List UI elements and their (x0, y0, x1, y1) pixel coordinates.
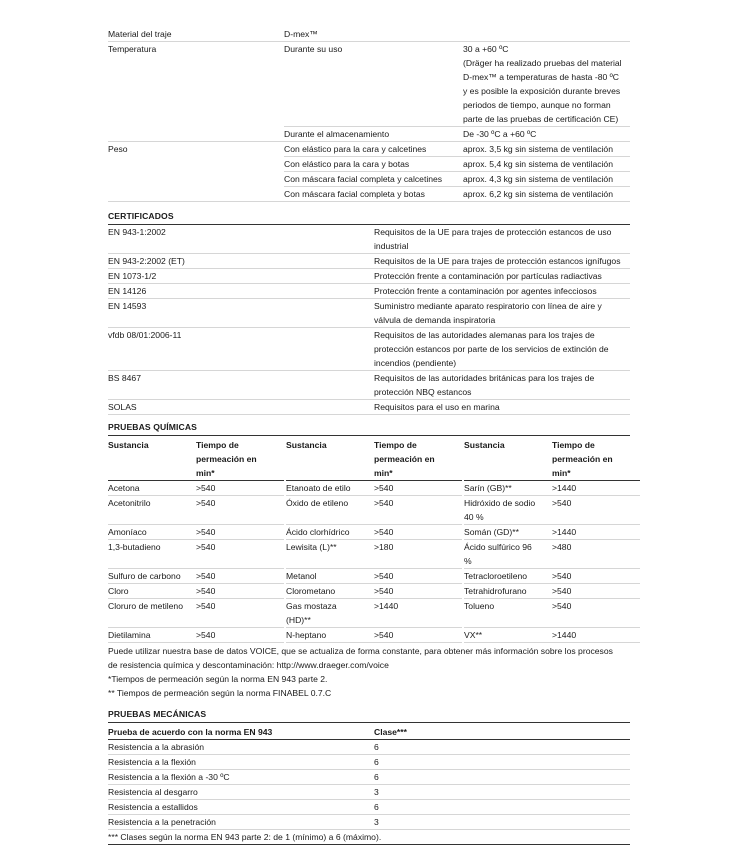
chemical-substance (108, 496, 196, 524)
chemical-substance-line: Tolueno (464, 601, 495, 611)
col-class-header: Clase*** (374, 727, 407, 737)
chemical-substance-line: Amoníaco (108, 527, 147, 537)
weight-row (284, 157, 630, 172)
certificate-row (108, 371, 630, 400)
chemical-permeation-time (552, 599, 640, 627)
col-substance-header: Sustancia (286, 440, 327, 450)
chemical-time-value: >480 (552, 542, 572, 552)
chemical-substance (108, 540, 196, 568)
chemical-substance (108, 628, 196, 642)
chemical-time-value: >540 (196, 601, 216, 611)
chemical-permeation-time (196, 496, 284, 524)
chemical-permeation-time (196, 481, 284, 495)
weight-row (284, 142, 630, 157)
chemical-note: ** Tiempos de permeación según la norma FINABEL 0.7.C (108, 688, 332, 698)
temperature-storage-label: Durante el almacenamiento (284, 129, 390, 139)
temperature-use-line: (Dräger ha realizado pruebas del material (463, 58, 622, 68)
weight-row (284, 172, 630, 187)
col-time-header: min* (552, 468, 571, 478)
col-time-header: Tiempo de (552, 440, 595, 450)
certificate-desc: incendios (pendiente) (374, 358, 457, 368)
certificate-row (108, 400, 630, 415)
mechanical-class: 3 (374, 787, 379, 797)
certificate-standard: EN 14593 (108, 301, 147, 311)
chemical-time-value: >540 (374, 571, 394, 581)
mechanical-class: 6 (374, 742, 379, 752)
chemical-permeation-time (552, 496, 640, 524)
mechanical-class: 6 (374, 757, 379, 767)
col-time-header: min* (196, 468, 215, 478)
temperature-use-line: D-mex™ a temperaturas de hasta -80 ºC (463, 72, 619, 82)
certificate-desc: Requisitos de la UE para trajes de protección estancos ignífugos (374, 256, 621, 266)
chemical-substance (286, 569, 374, 583)
mechanical-row (108, 785, 630, 800)
chemical-substance-line: N-heptano (286, 630, 327, 640)
material-value: D-mex™ (284, 29, 318, 39)
chemical-time-value: >1440 (374, 601, 399, 611)
chemical-substance (108, 481, 196, 495)
spec-row-weight (108, 142, 630, 202)
mechanical-row (108, 755, 630, 770)
weight-config: Con elástico para la cara y calcetines (284, 144, 427, 154)
weight-config: Con elástico para la cara y botas (284, 159, 410, 169)
chemical-permeation-time (374, 525, 462, 539)
chemical-substance (108, 599, 196, 627)
chemical-substance-line: % (464, 556, 472, 566)
temperature-label: Temperatura (108, 44, 157, 54)
chemical-heading: PRUEBAS QUÍMICAS (108, 420, 630, 436)
chemical-substance (286, 599, 374, 627)
mechanical-class: 6 (374, 802, 379, 812)
chemical-time-value: >540 (374, 483, 394, 493)
chemical-substance (464, 584, 552, 598)
chemical-substance-line: Sarín (GB)** (464, 483, 512, 493)
chemical-substance-line: 40 % (464, 512, 484, 522)
chemical-permeation-time (374, 628, 462, 642)
certificate-standard: EN 943-2:2002 (ET) (108, 256, 185, 266)
chemical-substance-line: Óxido de etileno (286, 498, 349, 508)
chemical-substance (464, 628, 552, 642)
chemical-substance-line: VX** (464, 630, 483, 640)
chemical-substance (286, 540, 374, 568)
chemical-permeation-time (552, 569, 640, 583)
mechanical-heading: PRUEBAS MECÁNICAS (108, 707, 630, 723)
chemical-substance (464, 481, 552, 495)
col-time-header: permeación en (374, 454, 435, 464)
chemical-time-value: >540 (196, 571, 216, 581)
certificate-desc: Requisitos de la UE para trajes de protección estancos de uso (374, 227, 612, 237)
certificate-row (108, 269, 630, 284)
chemical-time-value: >540 (374, 498, 394, 508)
chemical-substance (464, 599, 552, 627)
certificate-standard: EN 943-1:2002 (108, 227, 166, 237)
certificate-row (108, 299, 630, 328)
certificate-standard: vfdb 08/01:2006-11 (108, 330, 182, 340)
mechanical-row (108, 815, 630, 830)
certificate-standard: EN 14126 (108, 286, 147, 296)
chemical-time-value: >540 (196, 498, 216, 508)
chemical-time-value: >540 (552, 571, 572, 581)
chemical-permeation-time (196, 599, 284, 627)
certificate-desc: Requisitos de las autoridades alemanas para los trajes de (374, 330, 595, 340)
col-time-header: permeación en (196, 454, 257, 464)
chemical-permeation-time (552, 584, 640, 598)
chemical-substance-line: 1,3-butadieno (108, 542, 161, 552)
chemical-time-value: >540 (196, 542, 216, 552)
chemical-substance-line: Sulfuro de carbono (108, 571, 181, 581)
chemical-time-value: >1440 (552, 483, 577, 493)
mechanical-footnote-row (108, 830, 630, 845)
chemical-table (108, 438, 630, 643)
chemical-substance-line: Metanol (286, 571, 317, 581)
chemical-time-value: >1440 (552, 527, 577, 537)
chemical-substance-line: Clorometano (286, 586, 336, 596)
mechanical-class: 6 (374, 772, 379, 782)
chemical-note: *Tiempos de permeación según la norma EN 943 parte 2. (108, 674, 328, 684)
chemical-header-row (108, 438, 630, 481)
weight-label: Peso (108, 144, 128, 154)
weight-config: Con máscara facial completa y calcetines (284, 174, 443, 184)
chemical-substance (286, 628, 374, 642)
weight-value: aprox. 6,2 kg sin sistema de ventilación (463, 189, 613, 199)
chemical-substance-line: Somán (GD)** (464, 527, 519, 537)
certificates-table (108, 225, 630, 415)
mechanical-test: Resistencia a la penetración (108, 817, 216, 827)
mechanical-row (108, 770, 630, 785)
chemical-substance (464, 496, 552, 524)
chemical-substance (108, 584, 196, 598)
chemical-row (108, 584, 630, 599)
chemical-permeation-time (552, 525, 640, 539)
spec-row-material (108, 27, 630, 42)
weight-value: aprox. 3,5 kg sin sistema de ventilación (463, 144, 613, 154)
chemical-substance-line: Ácido clorhídrico (286, 527, 350, 537)
chemical-time-value: >540 (374, 630, 394, 640)
col-substance-header: Sustancia (108, 440, 149, 450)
chemical-row (108, 569, 630, 584)
chemical-substance-line: Etanoato de etilo (286, 483, 351, 493)
chemical-time-value: >540 (374, 586, 394, 596)
chemical-note: Puede utilizar nuestra base de datos VOICE, que se actualiza de forma constante, para obtener más información sobre los procesos (108, 646, 613, 656)
chemical-substance-line: Cloruro de metileno (108, 601, 183, 611)
chemical-substance-line: Ácido sulfúrico 96 (464, 542, 532, 552)
chemical-time-value: >540 (374, 527, 394, 537)
mechanical-footnote: *** Clases según la norma EN 943 parte 2: de 1 (mínimo) a 6 (máximo). (108, 832, 382, 842)
certificate-desc: válvula de demanda inspiratoria (374, 315, 496, 325)
certificate-desc: protección estancos por parte de los servicios de extinción de (374, 344, 609, 354)
chemical-substance (286, 481, 374, 495)
chemical-substance-line: Acetonitrilo (108, 498, 151, 508)
col-time-header: min* (374, 468, 393, 478)
chemical-row (108, 525, 630, 540)
mechanical-class: 3 (374, 817, 379, 827)
chemical-permeation-time (552, 540, 640, 568)
temperature-use-line: 30 a +60 ºC (463, 44, 509, 54)
chemical-time-value: >540 (552, 498, 572, 508)
chemical-substance-line: Gas mostaza (286, 601, 337, 611)
chemical-time-value: >180 (374, 542, 394, 552)
temperature-use-label: Durante su uso (284, 44, 343, 54)
chemical-row (108, 496, 630, 525)
chemical-substance-line: Dietilamina (108, 630, 151, 640)
certificate-desc: Protección frente a contaminación por partículas radiactivas (374, 271, 602, 281)
chemical-substance-line: Cloro (108, 586, 129, 596)
certificate-row (108, 225, 630, 254)
chemical-notes (108, 644, 630, 700)
temperature-use-line: y es posible la exposición durante breves (463, 86, 621, 96)
chemical-permeation-time (552, 628, 640, 642)
certificate-row (108, 254, 630, 269)
mechanical-row (108, 740, 630, 755)
mechanical-row (108, 800, 630, 815)
certificate-row (108, 284, 630, 299)
chemical-permeation-time (374, 481, 462, 495)
mechanical-table (108, 725, 630, 845)
certificate-standard: EN 1073-1/2 (108, 271, 157, 281)
mechanical-test: Resistencia al desgarro (108, 787, 198, 797)
material-label: Material del traje (108, 29, 172, 39)
chemical-permeation-time (374, 496, 462, 524)
col-time-header: Tiempo de (196, 440, 239, 450)
chemical-permeation-time (374, 599, 462, 627)
mechanical-header-row (108, 725, 630, 740)
temperature-use-line: periodos de tiempo, aunque no forman (463, 100, 611, 110)
chemical-substance (464, 569, 552, 583)
chemical-time-value: >540 (552, 601, 572, 611)
certificate-desc: protección NBQ estancos (374, 387, 472, 397)
certificate-row (108, 328, 630, 371)
chemical-row (108, 540, 630, 569)
weight-value: aprox. 4,3 kg sin sistema de ventilación (463, 174, 613, 184)
chemical-substance (286, 584, 374, 598)
temperature-use-value (463, 42, 630, 126)
mechanical-test: Resistencia a estallidos (108, 802, 198, 812)
mechanical-test: Resistencia a la abrasión (108, 742, 205, 752)
datasheet-page (108, 27, 630, 845)
weight-row (284, 187, 630, 201)
col-test-header: Prueba de acuerdo con la norma EN 943 (108, 727, 273, 737)
chemical-permeation-time (374, 584, 462, 598)
certificate-desc: Suministro mediante aparato respiratorio con línea de aire y (374, 301, 602, 311)
certificate-desc: Requisitos para el uso en marina (374, 402, 500, 412)
chemical-permeation-time (196, 584, 284, 598)
chemical-substance-line: Lewisita (L)** (286, 542, 337, 552)
chemical-row (108, 628, 630, 643)
col-time-header: permeación en (552, 454, 613, 464)
chemical-substance-line: Tetracloroetileno (464, 571, 528, 581)
chemical-time-value: >540 (552, 586, 572, 596)
chemical-permeation-time (374, 540, 462, 568)
chemical-time-value: >540 (196, 483, 216, 493)
chemical-substance (286, 525, 374, 539)
chemical-substance-line: Acetona (108, 483, 140, 493)
chemical-permeation-time (196, 540, 284, 568)
chemical-substance-line: (HD)** (286, 615, 311, 625)
certificate-standard: BS 8467 (108, 373, 141, 383)
chemical-permeation-time (374, 569, 462, 583)
certificate-desc: industrial (374, 241, 409, 251)
chemical-note: de resistencia química y descontaminación: http://www.draeger.com/voice (108, 660, 389, 670)
chemical-permeation-time (552, 481, 640, 495)
chemical-row (108, 481, 630, 496)
spec-row-temperature (108, 42, 630, 142)
chemical-permeation-time (196, 525, 284, 539)
chemical-permeation-time (196, 569, 284, 583)
chemical-row (108, 599, 630, 628)
certificate-desc: Requisitos de las autoridades británicas para los trajes de (374, 373, 595, 383)
chemical-substance (464, 525, 552, 539)
chemical-time-value: >540 (196, 586, 216, 596)
weight-value: aprox. 5,4 kg sin sistema de ventilación (463, 159, 613, 169)
chemical-time-value: >540 (196, 527, 216, 537)
chemical-permeation-time (196, 628, 284, 642)
weight-config: Con máscara facial completa y botas (284, 189, 425, 199)
mechanical-test: Resistencia a la flexión a -30 ºC (108, 772, 230, 782)
spec-table (108, 27, 630, 202)
mechanical-test: Resistencia a la flexión (108, 757, 196, 767)
col-substance-header: Sustancia (464, 440, 505, 450)
chemical-time-value: >540 (196, 630, 216, 640)
chemical-substance (108, 525, 196, 539)
certificate-standard: SOLAS (108, 402, 137, 412)
col-time-header: Tiempo de (374, 440, 417, 450)
temperature-use-line: parte de las pruebas de certificación CE) (463, 114, 619, 124)
chemical-time-value: >1440 (552, 630, 577, 640)
certificates-heading: CERTIFICADOS (108, 209, 630, 225)
chemical-substance-line: Tetrahidrofurano (464, 586, 527, 596)
chemical-substance (464, 540, 552, 568)
chemical-substance-line: Hidróxido de sodio (464, 498, 536, 508)
chemical-substance (108, 569, 196, 583)
temperature-storage-value: De -30 ºC a +60 ºC (463, 129, 537, 139)
chemical-substance (286, 496, 374, 524)
certificate-desc: Protección frente a contaminación por agentes infecciosos (374, 286, 597, 296)
